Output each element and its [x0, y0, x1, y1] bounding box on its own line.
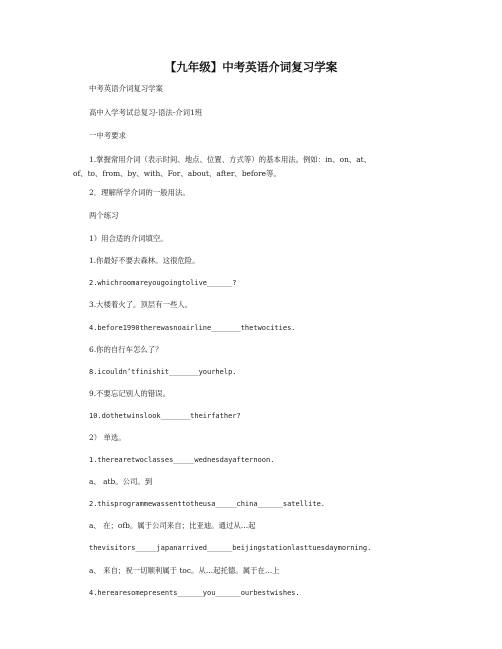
text-line: 两个练习 [89, 211, 119, 220]
text-line: 2.whichroomareyougoingtolive______? [89, 279, 237, 287]
text-line: a、 在；ofb。属于公司来自；比亚迪。通过从…起 [89, 521, 256, 530]
text-line: thevisitors_____japanarrived______beijingstationlasttuesdaymorning. [89, 544, 372, 552]
text-line: a、 来自；祝一切顺利属于 toc。从…起托德。属于在…上 [89, 566, 280, 575]
text-line: 2） 单选。 [89, 433, 126, 442]
text-line: of、to、from、by、with、For、about、after、before等。 [73, 169, 281, 178]
text-line: 3.大楼着火了。顶层有一些人。 [89, 300, 193, 309]
text-line: 2.thisprogrammewassenttotheusa_____china______satellite. [89, 500, 326, 508]
text-line: a、 atb。公司。到 [89, 477, 153, 486]
document-title: 【九年级】中考英语介词复习学案 [164, 60, 338, 74]
text-line: 高中入学考试总复习-语法-介词1班 [89, 108, 203, 117]
text-line: 10.dothetwinslook_______theirfather? [89, 412, 241, 420]
text-line: 一中考要求 [89, 131, 126, 140]
text-line: 1）用合适的介词填空。 [89, 234, 168, 243]
text-line: 4.herearesomepresents______you______ourbestwishes. [89, 589, 300, 597]
text-line: 1.therearetwoclasses_____wednesdayafternoon. [89, 456, 275, 464]
text-line: 中考英语介词复习学案 [89, 84, 163, 93]
text-line: 4.before1990therewasnoairline_______thetwocities. [89, 324, 296, 332]
text-line: 1.掌握常用介词（表示时间、地点、位置、方式等）的基本用法。例如：in、on、at、 [89, 155, 372, 164]
text-line: 6.你的自行车怎么了？ [89, 345, 163, 354]
text-line: 1.你最好不要去森林。这很危险。 [89, 256, 200, 265]
text-line: 8.icouldn’tfinishit_______yourhelp. [89, 368, 237, 376]
text-line: 2．理解所学介词的一般用法。 [89, 188, 190, 197]
text-line: 9.不要忘记别人的错误。 [89, 389, 170, 398]
